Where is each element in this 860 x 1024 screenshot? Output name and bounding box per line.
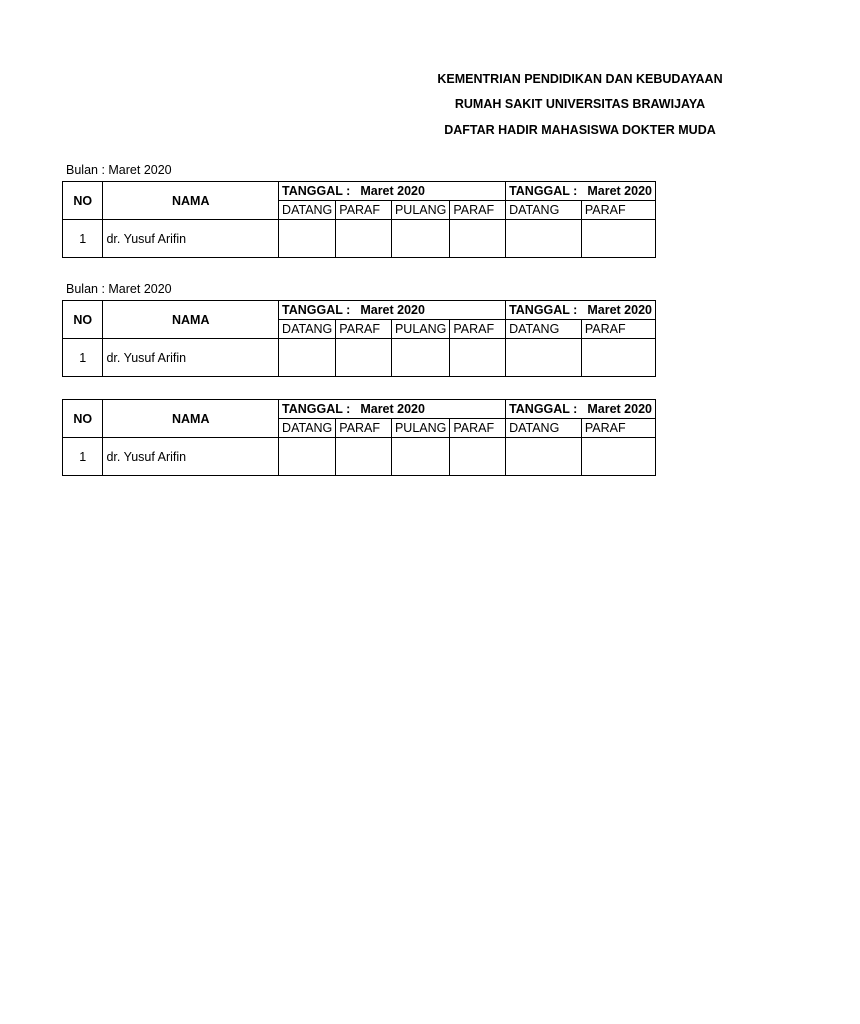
subheader-paraf: PARAF — [336, 419, 392, 438]
tanggal-label: TANGGAL : — [509, 303, 578, 317]
blank-cell[interactable] — [391, 339, 449, 377]
tanggal-label: TANGGAL : — [282, 303, 351, 317]
subheader-datang: DATANG — [279, 201, 336, 220]
tanggal-month: Maret 2020 — [587, 303, 652, 317]
month-label-1: Bulan : Maret 2020 — [66, 163, 172, 177]
subheader-paraf: PARAF — [336, 201, 392, 220]
header-tanggal — [506, 182, 656, 201]
blank-cell[interactable] — [450, 220, 506, 258]
blank-cell[interactable] — [450, 339, 506, 377]
subheader-datang: DATANG — [506, 201, 582, 220]
row-name: dr. Yusuf Arifin — [103, 438, 279, 476]
hospital-heading: RUMAH SAKIT UNIVERSITAS BRAWIJAYA — [454, 97, 706, 111]
subheader-pulang: PULANG — [391, 201, 449, 220]
row-name: dr. Yusuf Arifin — [103, 339, 279, 377]
attendance-table-2 — [62, 300, 656, 377]
row-number: 1 — [63, 220, 103, 258]
blank-cell[interactable] — [506, 339, 582, 377]
attendance-table-1 — [62, 181, 656, 258]
header-tanggal — [279, 400, 506, 419]
blank-cell[interactable] — [336, 220, 392, 258]
blank-cell[interactable] — [506, 220, 582, 258]
blank-cell[interactable] — [336, 438, 392, 476]
row-number: 1 — [63, 438, 103, 476]
subheader-datang: DATANG — [506, 419, 582, 438]
tanggal-label: TANGGAL : — [509, 402, 578, 416]
tanggal-label: TANGGAL : — [509, 184, 578, 198]
subheader-pulang: PULANG — [391, 320, 449, 339]
subheader-paraf: PARAF — [450, 320, 506, 339]
row-name: dr. Yusuf Arifin — [103, 220, 279, 258]
tanggal-month: Maret 2020 — [587, 402, 652, 416]
header-nama: NAMA — [103, 301, 279, 339]
tanggal-label: TANGGAL : — [282, 402, 351, 416]
subheader-pulang: PULANG — [391, 419, 449, 438]
blank-cell[interactable] — [391, 220, 449, 258]
subheader-paraf: PARAF — [450, 419, 506, 438]
tanggal-month: Maret 2020 — [360, 184, 425, 198]
header-no: NO — [63, 301, 103, 339]
blank-cell[interactable] — [506, 438, 582, 476]
header-tanggal — [506, 301, 656, 320]
blank-cell[interactable] — [279, 220, 336, 258]
attendance-table-3 — [62, 399, 656, 476]
header-nama: NAMA — [103, 182, 279, 220]
header-tanggal — [279, 182, 506, 201]
month-label-2: Bulan : Maret 2020 — [66, 282, 172, 296]
table-row — [63, 220, 656, 258]
attendance-title: DAFTAR HADIR MAHASISWA DOKTER MUDA — [444, 123, 716, 137]
blank-cell[interactable] — [336, 339, 392, 377]
blank-cell[interactable] — [581, 438, 655, 476]
tanggal-month: Maret 2020 — [360, 402, 425, 416]
tanggal-month: Maret 2020 — [587, 184, 652, 198]
header-nama: NAMA — [103, 400, 279, 438]
table-row — [63, 438, 656, 476]
header-no: NO — [63, 182, 103, 220]
subheader-paraf: PARAF — [581, 419, 655, 438]
subheader-datang: DATANG — [279, 419, 336, 438]
subheader-paraf: PARAF — [581, 320, 655, 339]
subheader-paraf: PARAF — [581, 201, 655, 220]
header-tanggal — [279, 301, 506, 320]
blank-cell[interactable] — [450, 438, 506, 476]
blank-cell[interactable] — [391, 438, 449, 476]
header-tanggal — [506, 400, 656, 419]
tanggal-month: Maret 2020 — [360, 303, 425, 317]
blank-cell[interactable] — [581, 339, 655, 377]
blank-cell[interactable] — [279, 339, 336, 377]
tanggal-label: TANGGAL : — [282, 184, 351, 198]
blank-cell[interactable] — [581, 220, 655, 258]
header-no: NO — [63, 400, 103, 438]
subheader-datang: DATANG — [279, 320, 336, 339]
institution-heading: KEMENTRIAN PENDIDIKAN DAN KEBUDAYAAN — [437, 72, 723, 86]
blank-cell[interactable] — [279, 438, 336, 476]
table-row — [63, 339, 656, 377]
subheader-paraf: PARAF — [450, 201, 506, 220]
subheader-datang: DATANG — [506, 320, 582, 339]
subheader-paraf: PARAF — [336, 320, 392, 339]
row-number: 1 — [63, 339, 103, 377]
